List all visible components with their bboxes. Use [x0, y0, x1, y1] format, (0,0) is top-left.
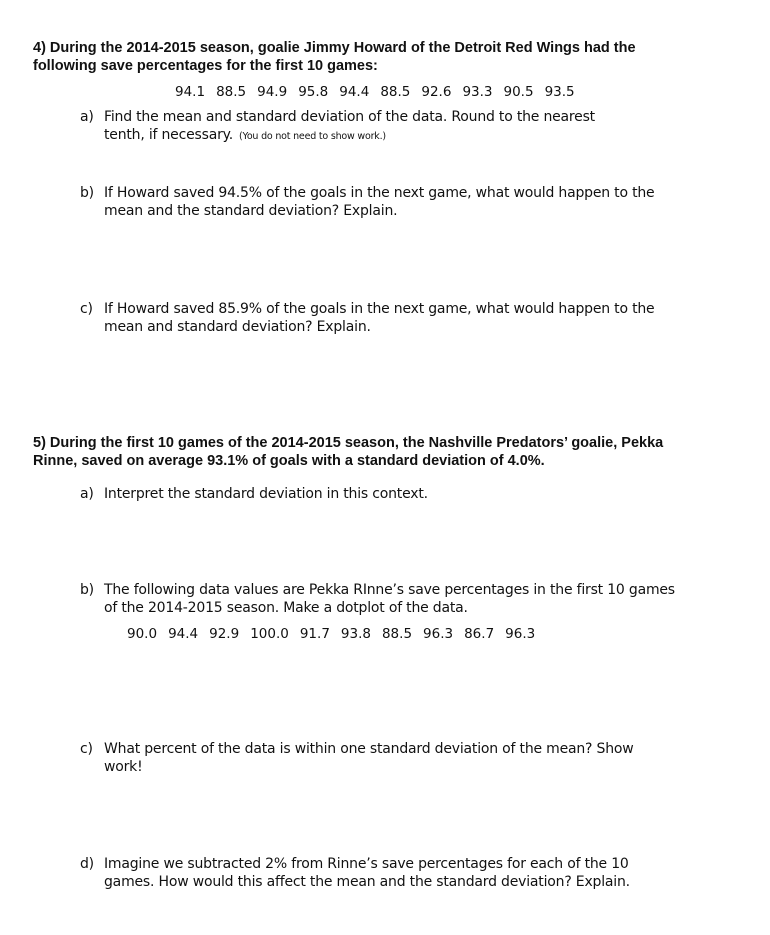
- q5-value: 100.0: [250, 626, 289, 642]
- q4-value: 93.3: [462, 84, 493, 100]
- question-5b: [80, 581, 765, 617]
- part-letter: a): [80, 486, 94, 502]
- q5-value: 93.8: [340, 626, 371, 642]
- question-5b-line1: The following data values are Pekka RInne’s save percentages in the first 10 games: [104, 582, 675, 598]
- question-4b-line1: If Howard saved 94.5% of the goals in the next game, what would happen to the: [104, 185, 655, 201]
- part-letter: c): [80, 301, 93, 317]
- question-4c-line2: mean and standard deviation? Explain.: [104, 319, 371, 335]
- question-4-heading: [33, 39, 763, 75]
- question-4a-line1: Find the mean and standard deviation of the data. Round to the nearest: [104, 109, 595, 125]
- q4-value: 90.5: [503, 84, 534, 100]
- question-4-heading-line2: following save percentages for the first 10 games:: [33, 58, 378, 74]
- q5-value: 92.9: [209, 626, 240, 642]
- question-5-heading-line2: Rinne, saved on average 93.1% of goals with a standard deviation of 4.0%.: [33, 453, 545, 469]
- question-4c-line1: If Howard saved 85.9% of the goals in the next game, what would happen to the: [104, 301, 655, 317]
- part-letter: b): [80, 582, 94, 598]
- q5-value: 90.0: [127, 626, 158, 642]
- question-5c: [80, 740, 760, 776]
- question-4-heading-line1: 4) During the 2014-2015 season, goalie Jimmy Howard of the Detroit Red Wings had the: [33, 40, 636, 56]
- q4-value: 92.6: [421, 84, 452, 100]
- question-4b-line2: mean and the standard deviation? Explain.: [104, 203, 398, 219]
- q4-value: 94.4: [339, 84, 370, 100]
- part-letter: d): [80, 856, 94, 872]
- q4-value: 93.5: [544, 84, 575, 100]
- q4-value: 88.5: [380, 84, 411, 100]
- question-4-data-values: [175, 84, 586, 101]
- q4-value: 94.1: [175, 84, 206, 100]
- question-5c-line2: work!: [104, 759, 143, 775]
- q4-value: 95.8: [298, 84, 329, 100]
- q5-value: 91.7: [299, 626, 330, 642]
- question-5a-line1: Interpret the standard deviation in this context.: [104, 486, 428, 502]
- part-letter: b): [80, 185, 94, 201]
- q4-value: 88.5: [216, 84, 247, 100]
- question-5d: [80, 855, 760, 891]
- question-5-heading-line1: 5) During the first 10 games of the 2014-2015 season, the Nashville Predators’ goalie, Pekka: [33, 435, 664, 451]
- q5-value: 96.3: [423, 626, 454, 642]
- question-4a-line2: tenth, if necessary.: [104, 127, 233, 143]
- q5-value: 94.4: [168, 626, 199, 642]
- question-4a-note: (You do not need to show work.): [238, 131, 386, 142]
- question-5c-line1: What percent of the data is within one standard deviation of the mean? Show: [104, 741, 634, 757]
- question-5-heading: [33, 434, 763, 470]
- part-letter: a): [80, 109, 94, 125]
- q5-value: 96.3: [505, 626, 536, 642]
- part-letter: c): [80, 741, 93, 757]
- question-4c: [80, 300, 760, 336]
- q5-value: 88.5: [381, 626, 413, 642]
- question-4b: [80, 184, 760, 220]
- question-5-data-values: [127, 626, 546, 643]
- question-5d-line2: games. How would this affect the mean and the standard deviation? Explain.: [104, 874, 630, 890]
- question-5d-line1: Imagine we subtracted 2% from Rinne’s save percentages for each of the 10: [104, 856, 629, 872]
- q5-value: 86.7: [464, 626, 495, 642]
- question-5a: [80, 485, 760, 503]
- question-5b-line2: of the 2014-2015 season. Make a dotplot of the data.: [104, 600, 468, 616]
- question-4a: [80, 108, 740, 146]
- q4-value: 94.9: [257, 84, 288, 100]
